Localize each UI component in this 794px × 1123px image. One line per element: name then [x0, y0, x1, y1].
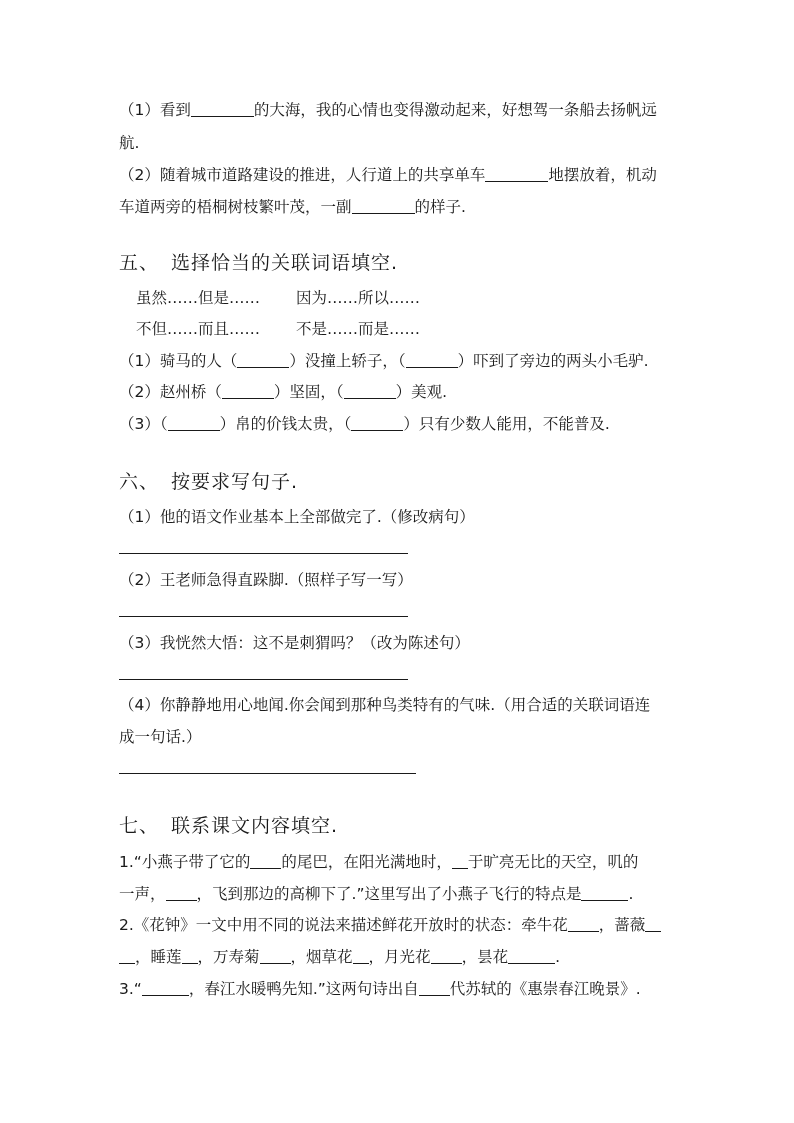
blank[interactable]: [568, 915, 599, 932]
blank[interactable]: [168, 414, 220, 431]
blank[interactable]: [353, 947, 369, 964]
text: 2.《花钟》一文中用不同的说法来描述鲜花开放时的状态：牵牛花: [119, 916, 568, 934]
text: ）帛的价钱太贵，（: [219, 415, 352, 433]
q4-2-line2: [119, 196, 674, 218]
text: 1.“小燕子带了它的: [119, 853, 251, 871]
text: ，烟草花: [290, 948, 353, 966]
text: .: [628, 885, 634, 903]
text: 代苏轼的《惠崇春江晚景》.: [449, 980, 641, 998]
blank[interactable]: [237, 351, 289, 368]
q5-3: [119, 413, 674, 435]
text: ）没撞上轿子，（: [289, 352, 406, 370]
text: （3）（: [119, 415, 168, 433]
blank[interactable]: [452, 852, 468, 869]
answer-line[interactable]: [119, 679, 408, 680]
text: 于旷亮无比的天空，叽的: [467, 853, 639, 871]
blank[interactable]: [142, 979, 189, 996]
q6-4-line1: （4）你静静地用心地闻.你会闻到那种鸟类特有的气味.（用合适的关联词语连: [119, 696, 651, 714]
text: 车道两旁的梧桐树枝繁叶茂，一副: [119, 198, 352, 216]
section-title: 按要求写句子.: [171, 471, 299, 493]
blank[interactable]: [581, 884, 628, 901]
q5-2: [119, 381, 674, 403]
q7-2-line1: [119, 914, 674, 936]
blank[interactable]: [508, 947, 555, 964]
text: （1）骑马的人（: [119, 352, 238, 370]
blank[interactable]: [351, 414, 403, 431]
text: ，春江水暖鸭先知.”这两句诗出自: [188, 980, 419, 998]
text: ）坚固，（: [273, 383, 344, 401]
section-5-heading: [119, 252, 674, 274]
answer-line[interactable]: [119, 773, 416, 774]
blank[interactable]: [406, 351, 458, 368]
text: 的尾巴，在阳光满地时，: [281, 853, 452, 871]
text: 的样子.: [414, 198, 466, 216]
text: 一声，: [119, 885, 166, 903]
text: （1）看到: [119, 101, 191, 119]
blank[interactable]: [119, 947, 135, 964]
answer-line[interactable]: [119, 616, 408, 617]
option-4: 不是……而是……: [296, 320, 421, 338]
section-number: 五、: [119, 252, 160, 274]
text: 3.“: [119, 980, 142, 998]
text: .: [555, 948, 561, 966]
text: 航.: [119, 134, 140, 152]
q5-1: [119, 350, 674, 372]
q6-1: （1）他的语文作业基本上全部做完了.（修改病句）: [119, 508, 475, 526]
option-2: 因为……所以……: [296, 289, 421, 307]
section-number: 七、: [119, 815, 160, 837]
section-7-heading: [119, 815, 674, 837]
q4-1-line1: [119, 99, 674, 121]
text: 地摆放着，机动: [548, 166, 657, 184]
text: ，飞到那边的高柳下了.”这里写出了小燕子飞行的特点是: [196, 885, 582, 903]
text: （2）赵州桥（: [119, 383, 222, 401]
q6-4-line2: 成一句话.）: [119, 728, 202, 746]
blank[interactable]: [485, 165, 548, 182]
text: ）只有少数人能用，不能普及.: [403, 415, 610, 433]
text: ，万寿菊: [197, 948, 260, 966]
text: 的大海，我的心情也变得激动起来，好想驾一条船去扬帆远: [253, 101, 657, 119]
blank[interactable]: [250, 852, 281, 869]
blank[interactable]: [166, 884, 197, 901]
section-title: 选择恰当的关联词语填空.: [171, 252, 399, 274]
blank[interactable]: [182, 947, 198, 964]
section-6-heading: [119, 471, 674, 493]
q7-2-line2: [119, 946, 674, 968]
text: ，月光花: [368, 948, 431, 966]
text: ，昙花: [461, 948, 509, 966]
text: ，睡莲: [135, 948, 182, 966]
option-3: 不但……而且……: [136, 320, 261, 338]
blank[interactable]: [431, 947, 462, 964]
blank[interactable]: [260, 947, 291, 964]
q4-1-line2: [119, 132, 674, 154]
text: ，蔷薇: [598, 916, 646, 934]
answer-line[interactable]: [119, 553, 408, 554]
blank[interactable]: [352, 197, 415, 214]
q6-2: （2）王老师急得直跺脚.（照样子写一写）: [119, 571, 413, 589]
section-title: 联系课文内容填空.: [171, 815, 339, 837]
q7-1-line2: [119, 883, 674, 905]
blank[interactable]: [419, 979, 450, 996]
section-number: 六、: [119, 471, 160, 493]
q7-1-line1: [119, 851, 674, 873]
blank[interactable]: [645, 915, 661, 932]
blank[interactable]: [222, 382, 274, 399]
q4-2-line1: [119, 164, 674, 186]
text: ）美观.: [395, 383, 448, 401]
blank[interactable]: [191, 100, 254, 117]
q6-3: （3）我恍然大悟：这不是刺猬吗？（改为陈述句）: [119, 634, 470, 652]
text: ）吓到了旁边的两头小毛驴.: [457, 352, 649, 370]
q7-3: [119, 978, 674, 1000]
option-1: 虽然……但是……: [136, 289, 261, 307]
text: （2）随着城市道路建设的推进，人行道上的共享单车: [119, 166, 486, 184]
blank[interactable]: [344, 382, 396, 399]
